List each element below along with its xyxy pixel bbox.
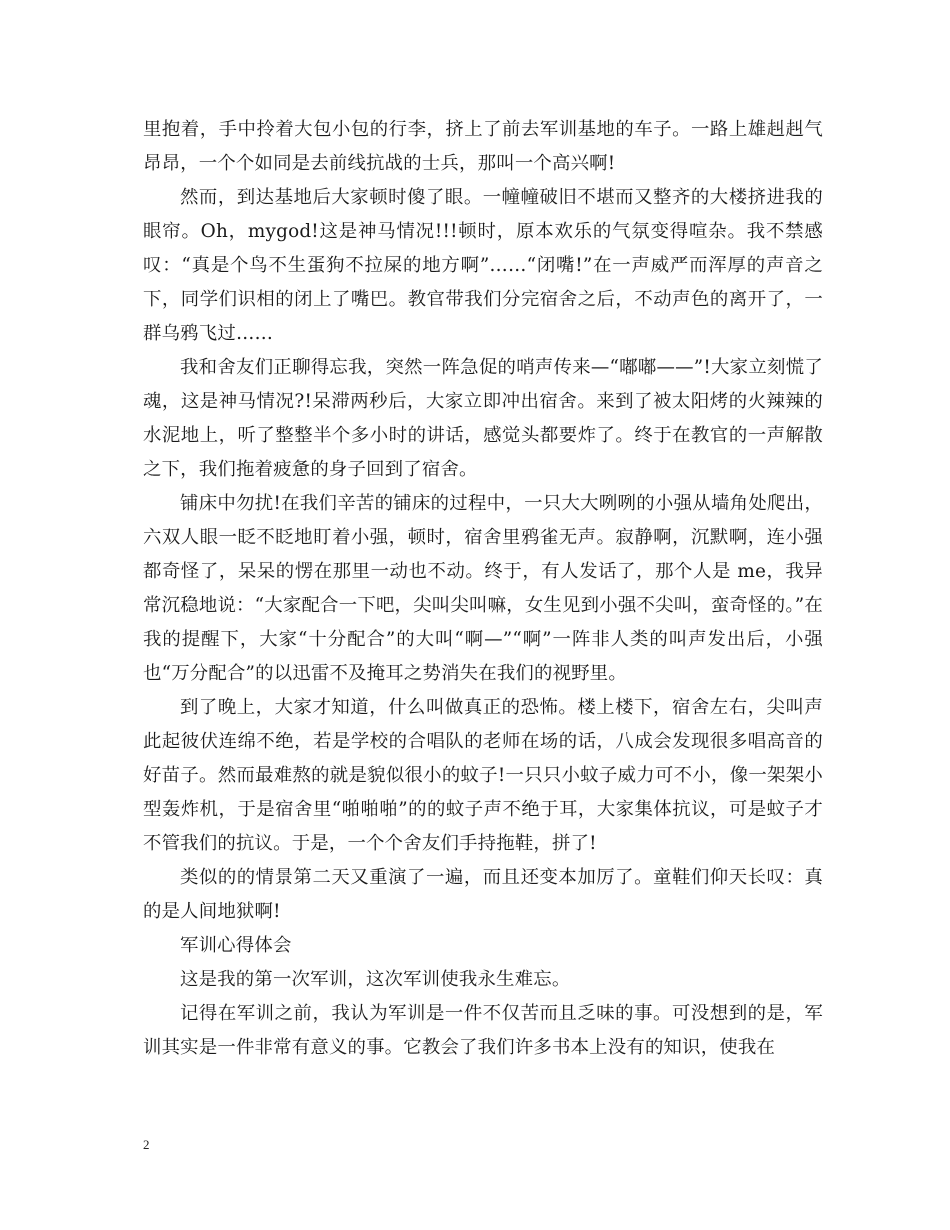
paragraph-5: 到了晚上，大家才知道，什么叫做真正的恐怖。楼上楼下，宿舍左右，尖叫声此起彼伏连绵不绝，若是学校的合唱队的老师在场的话，八成会发现很多唱高音的好苗子。然而最难熬的就是貌似很小的蚊子!一只只小蚊子威力可不小，像一架架小型轰炸机，于是宿舍里“啪啪啪”的的蚊子声不绝于耳，大家集体抗议，可是蚊子才不管我们的抗议。于是，一个个舍友们手持拖鞋，拼了! xyxy=(143,697,823,854)
document-body xyxy=(143,113,823,1065)
paragraph-1: 里抱着，手中拎着大包小包的行李，挤上了前去军训基地的车子。一路上雄赳赳气昂昂，一个个如同是去前线抗战的士兵，那叫一个高兴啊! xyxy=(143,119,823,174)
paragraph-6: 类似的的情景第二天又重演了一遍，而且还变本加厉了。童鞋们仰天长叹：真的是人间地狱啊! xyxy=(143,867,823,922)
paragraph-7: 这是我的第一次军训，这次军训使我永生难忘。 xyxy=(180,969,571,990)
paragraph-8: 记得在军训之前，我认为军训是一件不仅苦而且乏味的事。可没想到的是，军训其实是一件非常有意义的事。它教会了我们许多书本上没有的知识，使我在 xyxy=(143,1003,823,1058)
paragraph-3: 我和舍友们正聊得忘我，突然一阵急促的哨声传来—“嘟嘟——”!大家立刻慌了魂，这是神马情况?!呆滞两秒后，大家立即冲出宿舍。来到了被太阳烤的火辣辣的水泥地上，听了整整半个多小时的讲话，感觉头都要炸了。终于在教官的一声解散之下，我们拖着疲惫的身子回到了宿舍。 xyxy=(143,357,823,480)
section-heading: 军训心得体会 xyxy=(180,935,292,956)
paragraph-2: 然而，到达基地后大家顿时傻了眼。一幢幢破旧不堪而又整齐的大楼挤进我的眼帘。Oh，mygod!这是神马情况!!!顿时，原本欢乐的气氛变得喧杂。我不禁感叹：“真是个鸟不生蛋狗不拉屎的地方啊”……“闭嘴!”在一声威严而浑厚的声音之下，同学们识相的闭上了嘴巴。教官带我们分完宿舍之后，不动声色的离开了，一群乌鸦飞过…… xyxy=(143,187,823,344)
paragraph-4: 铺床中勿扰!在我们辛苦的铺床的过程中，一只大大咧咧的小强从墙角处爬出，六双人眼一眨不眨地盯着小强，顿时，宿舍里鸦雀无声。寂静啊，沉默啊，连小强都奇怪了，呆呆的愣在那里一动也不动。终于，有人发话了，那个人是 me，我异常沉稳地说：“大家配合一下吧，尖叫尖叫嘛，女生见到小强不尖叫，蛮奇怪的。”在我的提醒下，大家“十分配合”的大叫“啊—”“啊”一阵非人类的叫声发出后，小强也“万分配合”的以迅雷不及掩耳之势消失在我们的视野里。 xyxy=(143,493,823,684)
page-number: 2 xyxy=(143,1137,150,1152)
